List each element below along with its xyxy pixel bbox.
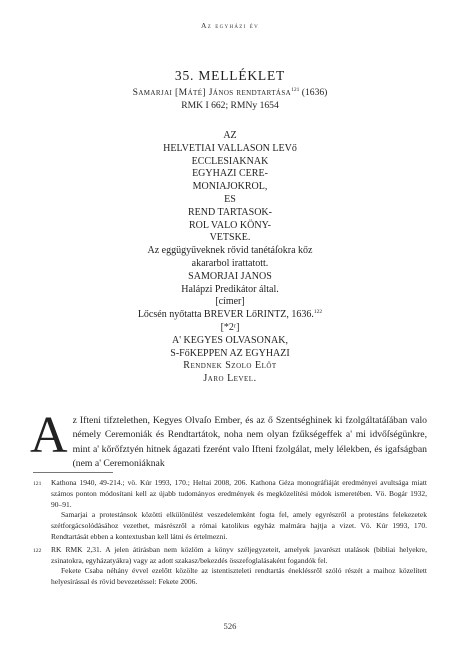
tp-description: Az eggügyűveknek rővid tanétáſokra kőz — [147, 245, 313, 257]
footnote — [33, 545, 427, 588]
tp-line: REND TARTASOK- — [187, 206, 272, 218]
tp-line: MONIAJOKROL, — [192, 181, 268, 193]
drop-cap: A — [30, 407, 68, 464]
footnote-ref-122[interactable]: 122 — [313, 309, 323, 316]
title-block — [0, 68, 460, 112]
tp-line: VETSKE. — [209, 232, 251, 244]
tp-imprint-text: Lőcsén nyőtatta BREVER LőRINTZ, 1636. — [137, 309, 314, 321]
footnote-number: 121 — [33, 481, 42, 487]
tp-line: ROL VALO KÖNY- — [188, 219, 272, 231]
appendix-title: 35. MELLÉKLET — [174, 68, 286, 83]
footnote-text: Samarjai a protestánsok közötti elkülönülést veszedelemként fogta fel, amely egyrészről a protestáns felekezetek szétforgácsolódásához vezethet, másrészről a római katolikus egyház malmára hajtja a vizet. Vö. Kúr 1993, 170. Rendtartását ebben a kontextusban kell látni és értelmezni. — [51, 510, 427, 541]
footnote-number: 122 — [33, 547, 42, 554]
tp-preface-heading: Rendnek Szolo Előt — [183, 360, 277, 372]
subtitle-author: Samarjai [Máté] János rendtartása — [132, 87, 292, 98]
bibliographic-references: RMK I 662; RMNy 1654 — [181, 100, 279, 111]
footnote-separator — [33, 472, 113, 473]
subtitle-year: (1636) — [299, 87, 328, 98]
subtitle — [0, 86, 460, 99]
footnote-ref-121[interactable]: 121 — [291, 87, 300, 93]
tp-leaf-marker: [*2ʳ] — [220, 321, 240, 333]
tp-author: SAMORJAI JANOS — [188, 270, 272, 282]
body-text: z Ifteni tifztelethen, Kegyes Olvaſo Ember, és az ő Szentséghinek ki fzolgáltatáſában valo némely Ceremoniák és Rendtartátok, noha nem olyan fzűkségeffek a' mi idvőſségünkre, mint a' kőrőfztyén hitnek ágazati fzerént valo Ifteni fzolgálat, mely lélekben, és igafságban (nem a' Ceremoniáknak — [72, 415, 427, 469]
tp-line: EGYHAZI CERE- — [192, 168, 268, 180]
tp-line: AZ — [223, 130, 237, 141]
running-head: Az egyházi év — [200, 21, 260, 30]
tp-description: akararbol irattatott. — [191, 257, 269, 269]
footnote-text: RK RMK 2,31. A jelen átírásban nem közlöm a könyv széljegyzeteit, amelyek javarészt utalások (bibliai helyekre, zsinatokra, egyházatyákra) vagy az adott szakasz/bekezdés összefoglalásaként fogandók fel. — [51, 544, 427, 565]
footnote-text: Kathona 1940, 49-214.; vö. Kúr 1993, 170.; Heltai 2008, 206. Kathona Géza monográfiáját eredményei avultsága miatt számos ponton módosítani kell az újabb tudományos eredmények és megközelítési módok ismeretében. Vö. Bogár 1932, 90–91. — [51, 478, 427, 509]
body-paragraph — [30, 407, 427, 471]
footnote-text: Fekete Csaba néhány évvel ezelőtt közölte az istentiszteleti rendtartás énekléssről szóló részét a maihoz közelített helyesírással és rövid bevezetéssel: Fekete 2006. — [51, 566, 427, 587]
tp-emblem: [címer] — [215, 296, 245, 308]
tp-line: HELVETIAI VALLASON LEVő — [163, 142, 297, 154]
tp-imprint — [0, 309, 460, 322]
tp-preface-heading: A' KEGYES OLVASONAK, — [172, 334, 288, 346]
footnote — [33, 478, 427, 543]
tp-preface-heading: S-FőKEPPEN AZ EGYHAZI — [170, 347, 290, 359]
tp-line: ECCLESIAKNAK — [191, 155, 269, 167]
page-number: 526 — [223, 621, 237, 631]
tp-line: ES — [224, 193, 236, 205]
tp-author-title: Halápzi Predikátor által. — [181, 283, 279, 295]
tp-preface-heading: Jaro Level. — [203, 373, 257, 385]
footnotes — [33, 478, 427, 590]
title-page-transcription — [0, 130, 460, 386]
